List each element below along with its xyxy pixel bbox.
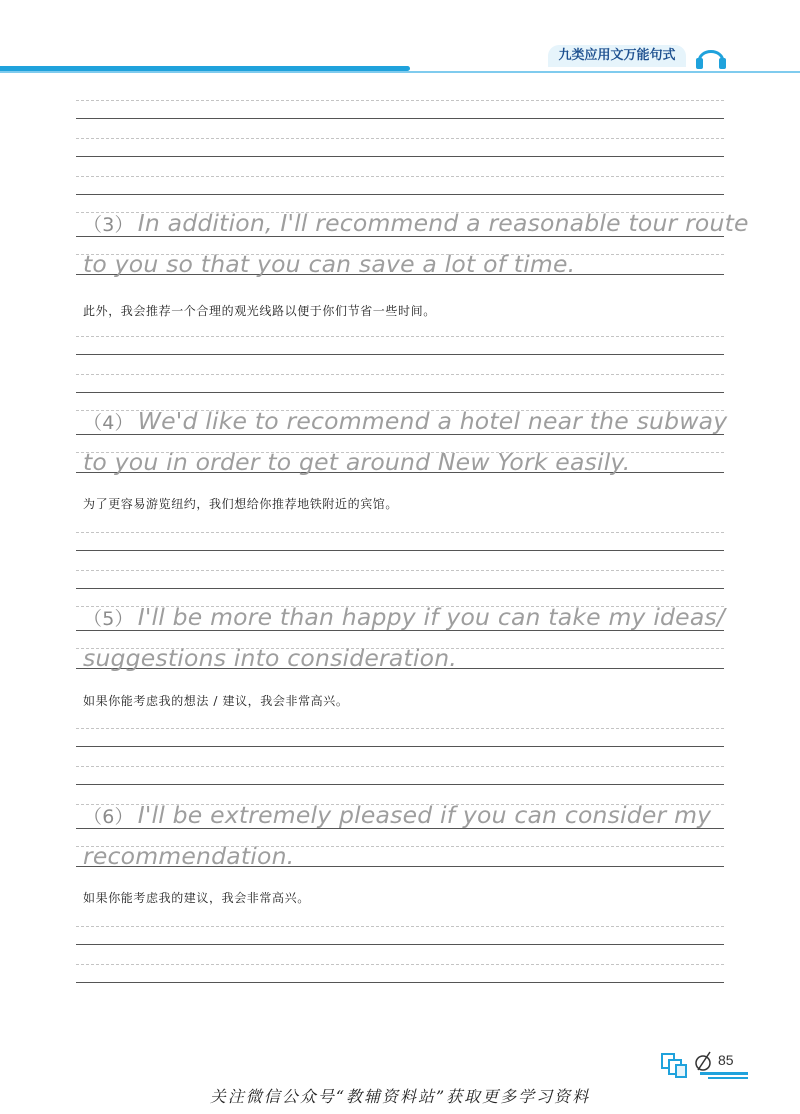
sentence-6-line-2: recommendation. <box>83 842 295 870</box>
headphone-icon <box>694 40 728 70</box>
sentence-5-line-1: （5） I'll be more than happy if you can take my ideas/ <box>83 603 725 631</box>
sentence-5-line-2: suggestions into consideration. <box>83 644 457 672</box>
practice-lines <box>76 728 724 788</box>
practice-lines <box>76 336 724 396</box>
page-number-underline <box>708 1077 748 1079</box>
sentence-3-line-1: （3） In addition, I'll recommend a reasonable tour route <box>83 209 749 237</box>
sentence-4-line-2: to you in order to get around New York easily. <box>83 448 631 476</box>
pen-icon <box>694 1050 714 1072</box>
section-title: 九类应用文万能句式 <box>548 45 686 67</box>
sentence-6-line-1: （6） I'll be extremely pleased if you can consider my <box>83 801 712 829</box>
page-number-underline <box>700 1072 748 1075</box>
practice-lines <box>76 926 724 986</box>
sentence-4-translation: 为了更容易游览纽约，我们想给你推荐地铁附近的宾馆。 <box>83 497 399 511</box>
sentence-4-line-1: （4） We'd like to recommend a hotel near the subway <box>83 407 728 435</box>
page-number: 85 <box>718 1052 734 1068</box>
sentence-3-line-2: to you so that you can save a lot of time. <box>83 250 576 278</box>
sentence-3-translation: 此外，我会推荐一个合理的观光线路以便于你们节省一些时间。 <box>83 304 436 318</box>
sentence-5-translation: 如果你能考虑我的想法 / 建议，我会非常高兴。 <box>83 694 349 708</box>
practice-lines-top <box>76 100 724 200</box>
footer-note: 关注微信公众号“教辅资料站”获取更多学习资料 <box>209 1087 591 1106</box>
pages-icon <box>660 1052 690 1080</box>
sentence-6-translation: 如果你能考虑我的建议，我会非常高兴。 <box>83 891 310 905</box>
practice-lines <box>76 532 724 592</box>
header-rule <box>0 71 800 73</box>
